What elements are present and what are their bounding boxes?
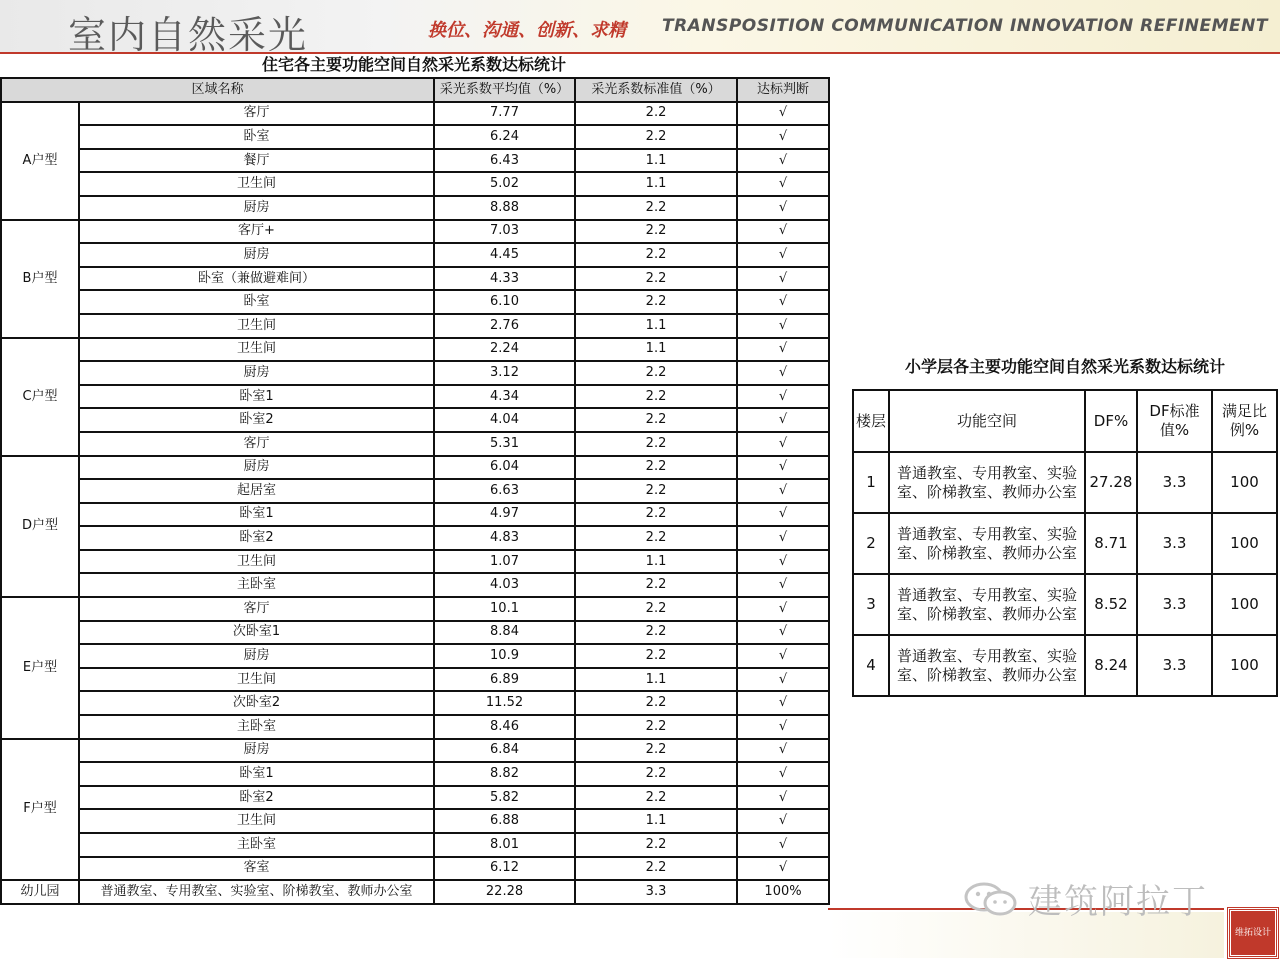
unit-type-cell: C户型: [1, 338, 79, 456]
table-row: [1, 880, 829, 904]
table-row: [1, 550, 829, 574]
room-name-cell: 厨房: [79, 196, 434, 220]
table-row: [853, 635, 1277, 696]
room-name-cell: 厨房: [79, 243, 434, 267]
room-name-cell: 次卧室1: [79, 621, 434, 645]
check-cell: √: [737, 149, 829, 173]
room-name-cell: 卫生间: [79, 809, 434, 833]
room-name-cell: 次卧室2: [79, 691, 434, 715]
check-cell: √: [737, 125, 829, 149]
standard-value-cell: 2.2: [575, 479, 737, 503]
table-row: [1, 338, 829, 362]
header-ratio: 满足比例%: [1212, 390, 1277, 452]
header-floor: 楼层: [853, 390, 889, 452]
ratio-cell: 100: [1212, 452, 1277, 513]
average-value-cell: 6.63: [434, 479, 575, 503]
space-cell: 普通教室、专用教室、实验室、阶梯教室、教师办公室: [889, 635, 1085, 696]
standard-value-cell: 2.2: [575, 786, 737, 810]
room-name-cell: 厨房: [79, 456, 434, 480]
room-name-cell: 客厅: [79, 597, 434, 621]
check-cell: √: [737, 857, 829, 881]
table-header-row: [853, 390, 1277, 452]
standard-value-cell: 2.2: [575, 432, 737, 456]
unit-type-cell: F户型: [1, 739, 79, 881]
check-cell: √: [737, 526, 829, 550]
room-name-cell: 卧室: [79, 125, 434, 149]
df-cell: 8.52: [1085, 574, 1137, 635]
check-cell: √: [737, 503, 829, 527]
df-cell: 8.71: [1085, 513, 1137, 574]
table-row: [1, 290, 829, 314]
ratio-cell: 100: [1212, 574, 1277, 635]
check-cell: √: [737, 479, 829, 503]
standard-value-cell: 1.1: [575, 314, 737, 338]
room-name-cell: 卫生间: [79, 314, 434, 338]
table-row: [1, 479, 829, 503]
room-name-cell: 餐厅: [79, 149, 434, 173]
seal-text: 维拓设计: [1234, 928, 1271, 938]
standard-value-cell: 2.2: [575, 385, 737, 409]
standard-value-cell: 2.2: [575, 715, 737, 739]
table-header-row: [1, 78, 829, 102]
standard-value-cell: 2.2: [575, 220, 737, 244]
standard-value-cell: 2.2: [575, 196, 737, 220]
average-value-cell: 5.82: [434, 786, 575, 810]
average-value-cell: 10.9: [434, 644, 575, 668]
table-row: [1, 715, 829, 739]
table-row: [1, 314, 829, 338]
school-table-body: [853, 452, 1277, 696]
check-cell: √: [737, 196, 829, 220]
room-name-cell: 客厅+: [79, 220, 434, 244]
header-average: 采光系数平均值（%）: [434, 78, 575, 102]
room-name-cell: 卧室1: [79, 503, 434, 527]
check-cell: √: [737, 739, 829, 763]
table-row: [853, 452, 1277, 513]
floor-cell: 4: [853, 635, 889, 696]
table-row: [1, 408, 829, 432]
table-row: [1, 526, 829, 550]
room-name-cell: 普通教室、专用教室、实验室、阶梯教室、教师办公室: [79, 880, 434, 904]
check-cell: √: [737, 361, 829, 385]
check-cell: 100%: [737, 880, 829, 904]
check-cell: √: [737, 432, 829, 456]
unit-type-cell: E户型: [1, 597, 79, 739]
average-value-cell: 8.82: [434, 762, 575, 786]
check-cell: √: [737, 668, 829, 692]
average-value-cell: 8.88: [434, 196, 575, 220]
room-name-cell: 卧室2: [79, 526, 434, 550]
table-row: [1, 809, 829, 833]
average-value-cell: 22.28: [434, 880, 575, 904]
average-value-cell: 5.31: [434, 432, 575, 456]
standard-value-cell: 2.2: [575, 691, 737, 715]
average-value-cell: 4.33: [434, 267, 575, 291]
average-value-cell: 4.34: [434, 385, 575, 409]
table-row: [1, 833, 829, 857]
check-cell: √: [737, 220, 829, 244]
average-value-cell: 7.77: [434, 102, 575, 126]
room-name-cell: 客室: [79, 857, 434, 881]
header-english-slogan: TRANSPOSITION COMMUNICATION INNOVATION REFINEMENT: [662, 16, 1268, 36]
room-name-cell: 厨房: [79, 361, 434, 385]
unit-type-cell: 幼儿园: [1, 880, 79, 904]
room-name-cell: 卧室（兼做避难间）: [79, 267, 434, 291]
table-row: [1, 597, 829, 621]
check-cell: √: [737, 715, 829, 739]
table-row: [1, 361, 829, 385]
standard-value-cell: 1.1: [575, 550, 737, 574]
table-row: [1, 621, 829, 645]
check-cell: √: [737, 314, 829, 338]
ratio-cell: 100: [1212, 635, 1277, 696]
table-row: [1, 786, 829, 810]
average-value-cell: 6.88: [434, 809, 575, 833]
room-name-cell: 主卧室: [79, 715, 434, 739]
header-area-name: 区域名称: [1, 78, 434, 102]
standard-value-cell: 2.2: [575, 644, 737, 668]
standard-value-cell: 2.2: [575, 408, 737, 432]
residential-table-body: [1, 102, 829, 904]
room-name-cell: 卫生间: [79, 550, 434, 574]
standard-value-cell: 2.2: [575, 267, 737, 291]
average-value-cell: 7.03: [434, 220, 575, 244]
average-value-cell: 6.84: [434, 739, 575, 763]
check-cell: √: [737, 621, 829, 645]
school-daylight-table: [852, 389, 1278, 697]
standard-value-cell: 2.2: [575, 857, 737, 881]
table-row: [1, 739, 829, 763]
standard-value-cell: 3.3: [575, 880, 737, 904]
check-cell: √: [737, 338, 829, 362]
header-standard: 采光系数标准值（%）: [575, 78, 737, 102]
table-row: [1, 762, 829, 786]
header-judgement: 达标判断: [737, 78, 829, 102]
check-cell: √: [737, 172, 829, 196]
average-value-cell: 1.07: [434, 550, 575, 574]
room-name-cell: 起居室: [79, 479, 434, 503]
room-name-cell: 客厅: [79, 102, 434, 126]
space-cell: 普通教室、专用教室、实验室、阶梯教室、教师办公室: [889, 452, 1085, 513]
table-row: [1, 432, 829, 456]
average-value-cell: 6.89: [434, 668, 575, 692]
standard-value-cell: 2.2: [575, 573, 737, 597]
check-cell: √: [737, 267, 829, 291]
average-value-cell: 3.12: [434, 361, 575, 385]
df-standard-cell: 3.3: [1137, 513, 1212, 574]
check-cell: √: [737, 597, 829, 621]
standard-value-cell: 2.2: [575, 739, 737, 763]
school-table-title: 小学层各主要功能空间自然采光系数达标统计: [904, 357, 1225, 376]
unit-type-cell: A户型: [1, 102, 79, 220]
average-value-cell: 6.24: [434, 125, 575, 149]
standard-value-cell: 2.2: [575, 361, 737, 385]
table-row: [1, 644, 829, 668]
df-standard-cell: 3.3: [1137, 574, 1212, 635]
average-value-cell: 4.04: [434, 408, 575, 432]
floor-cell: 3: [853, 574, 889, 635]
room-name-cell: 卧室1: [79, 385, 434, 409]
table-row: [1, 102, 829, 126]
room-name-cell: 卧室: [79, 290, 434, 314]
average-value-cell: 6.10: [434, 290, 575, 314]
average-value-cell: 6.43: [434, 149, 575, 173]
residential-table-title: 住宅各主要功能空间自然采光系数达标统计: [261, 55, 566, 74]
room-name-cell: 卫生间: [79, 668, 434, 692]
average-value-cell: 2.76: [434, 314, 575, 338]
table-row: [1, 220, 829, 244]
standard-value-cell: 2.2: [575, 125, 737, 149]
room-name-cell: 主卧室: [79, 833, 434, 857]
average-value-cell: 6.04: [434, 456, 575, 480]
standard-value-cell: 2.2: [575, 762, 737, 786]
table-row: [1, 503, 829, 527]
table-row: [1, 267, 829, 291]
average-value-cell: 4.45: [434, 243, 575, 267]
standard-value-cell: 1.1: [575, 809, 737, 833]
table-row: [1, 149, 829, 173]
check-cell: √: [737, 290, 829, 314]
room-name-cell: 卧室2: [79, 408, 434, 432]
wechat-icon: [962, 882, 1020, 916]
floor-cell: 1: [853, 452, 889, 513]
check-cell: √: [737, 550, 829, 574]
table-row: [1, 172, 829, 196]
table-row: [1, 691, 829, 715]
table-row: [853, 513, 1277, 574]
check-cell: √: [737, 456, 829, 480]
average-value-cell: 10.1: [434, 597, 575, 621]
table-row: [1, 857, 829, 881]
average-value-cell: 8.84: [434, 621, 575, 645]
standard-value-cell: 2.2: [575, 503, 737, 527]
residential-daylight-table: [0, 77, 830, 905]
check-cell: √: [737, 644, 829, 668]
room-name-cell: 卧室2: [79, 786, 434, 810]
standard-value-cell: 2.2: [575, 597, 737, 621]
df-cell: 8.24: [1085, 635, 1137, 696]
df-cell: 27.28: [1085, 452, 1137, 513]
space-cell: 普通教室、专用教室、实验室、阶梯教室、教师办公室: [889, 513, 1085, 574]
average-value-cell: 2.24: [434, 338, 575, 362]
table-row: [1, 196, 829, 220]
standard-value-cell: 2.2: [575, 456, 737, 480]
average-value-cell: 11.52: [434, 691, 575, 715]
check-cell: √: [737, 408, 829, 432]
average-value-cell: 4.97: [434, 503, 575, 527]
header-df-standard: DF标准值%: [1137, 390, 1212, 452]
watermark: [962, 874, 1208, 923]
unit-type-cell: D户型: [1, 456, 79, 598]
header-space: 功能空间: [889, 390, 1085, 452]
ratio-cell: 100: [1212, 513, 1277, 574]
table-row: [1, 668, 829, 692]
standard-value-cell: 1.1: [575, 668, 737, 692]
standard-value-cell: 2.2: [575, 621, 737, 645]
check-cell: √: [737, 102, 829, 126]
average-value-cell: 5.02: [434, 172, 575, 196]
check-cell: √: [737, 809, 829, 833]
room-name-cell: 卫生间: [79, 338, 434, 362]
df-standard-cell: 3.3: [1137, 635, 1212, 696]
table-row: [1, 385, 829, 409]
check-cell: √: [737, 786, 829, 810]
standard-value-cell: 2.2: [575, 290, 737, 314]
room-name-cell: 厨房: [79, 644, 434, 668]
standard-value-cell: 2.2: [575, 243, 737, 267]
table-row: [1, 456, 829, 480]
room-name-cell: 客厅: [79, 432, 434, 456]
average-value-cell: 6.12: [434, 857, 575, 881]
check-cell: √: [737, 691, 829, 715]
watermark-text: 建筑阿拉丁: [1028, 882, 1208, 922]
standard-value-cell: 2.2: [575, 833, 737, 857]
table-row: [1, 243, 829, 267]
standard-value-cell: 2.2: [575, 526, 737, 550]
average-value-cell: 4.03: [434, 573, 575, 597]
average-value-cell: 4.83: [434, 526, 575, 550]
room-name-cell: 厨房: [79, 739, 434, 763]
table-row: [1, 573, 829, 597]
average-value-cell: 8.46: [434, 715, 575, 739]
floor-cell: 2: [853, 513, 889, 574]
average-value-cell: 8.01: [434, 833, 575, 857]
logo-seal: [1228, 908, 1278, 958]
df-standard-cell: 3.3: [1137, 452, 1212, 513]
room-name-cell: 主卧室: [79, 573, 434, 597]
space-cell: 普通教室、专用教室、实验室、阶梯教室、教师办公室: [889, 574, 1085, 635]
standard-value-cell: 1.1: [575, 338, 737, 362]
standard-value-cell: 1.1: [575, 149, 737, 173]
unit-type-cell: B户型: [1, 220, 79, 338]
check-cell: √: [737, 385, 829, 409]
room-name-cell: 卧室1: [79, 762, 434, 786]
page-title: 室内自然采光: [68, 13, 309, 57]
standard-value-cell: 2.2: [575, 102, 737, 126]
header-df: DF%: [1085, 390, 1137, 452]
standard-value-cell: 1.1: [575, 172, 737, 196]
room-name-cell: 卫生间: [79, 172, 434, 196]
check-cell: √: [737, 833, 829, 857]
check-cell: √: [737, 243, 829, 267]
header-slogan: 换位、沟通、创新、求精: [428, 20, 626, 41]
table-row: [1, 125, 829, 149]
check-cell: √: [737, 762, 829, 786]
check-cell: √: [737, 573, 829, 597]
table-row: [853, 574, 1277, 635]
